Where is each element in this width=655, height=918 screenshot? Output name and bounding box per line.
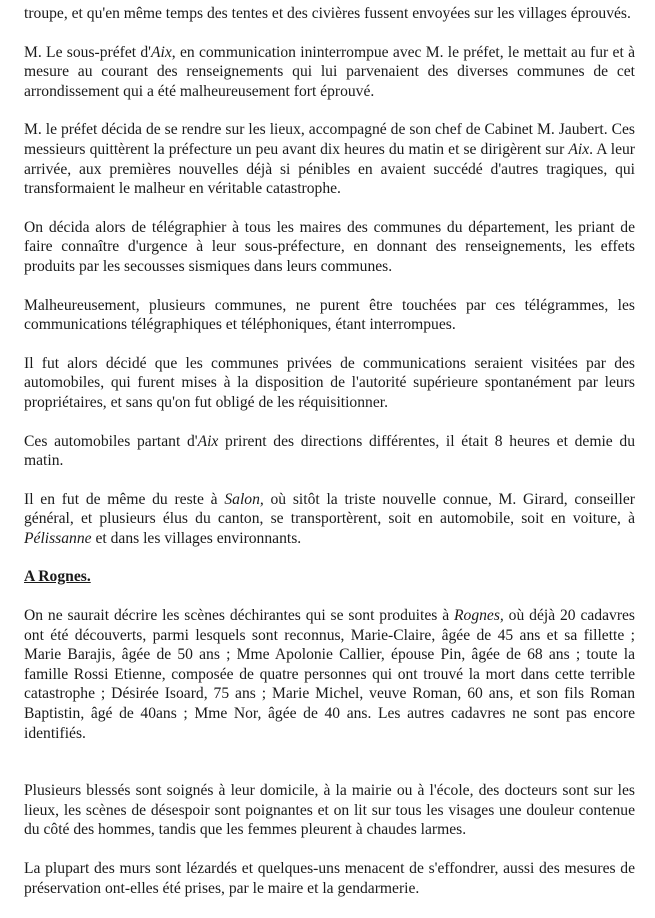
text-run: prirent des directions différentes, il était 8 heures et demie du matin.: [24, 432, 635, 470]
place-rognes: Rognes,: [454, 607, 504, 625]
paragraph-prefet: [24, 120, 635, 198]
section-heading-rognes: A Rognes.: [24, 568, 91, 586]
place-aix: Aix: [568, 140, 590, 158]
text-run: . A leur arrivée, aux premières nouvelles déjà si pénibles en avaient succédé d'autres tragiques, qui transformaient le malheur en véritable catastrophe.: [24, 140, 635, 198]
text-run: où sitôt la triste nouvelle connue, M. Girard, conseiller général, et plusieurs élus du canton, se transportèrent, soit en automobile, soit en voiture, à: [24, 490, 636, 528]
text-run: M. Le sous-préfet d': [24, 43, 151, 61]
text-run: où déjà 20 cadavres ont été découverts, parmi lesquels sont reconnus, Marie-Claire, âgée de 45 ans et sa fillette ; Marie Barajis, âgée de 50 ans ; Mme Apolonie Callier, épouse Pin, âgée de 68 ans ; toute la famille Rossi Etienne, composée de quatre personnes qui ont trouvé la mort dans cette terrible catastrophe ; Désirée Isoard, 75 ans ; Marie Michel, veuve Roman, 60 ans, et son fils Roman Baptistin, âgé de 40ans ; Mme Nor, âgée de 40 ans. Les autres cadavres ne sont pas encore identifiés.: [24, 607, 636, 742]
paragraph-sous-prefet: [24, 43, 635, 102]
paragraph-blesses: Plusieurs blessés sont soignés à leur domicile, à la mairie ou à l'école, des docteurs sont sur les lieux, les scènes de désespoir sont poignantes et on lit sur tous les visages une douleur contenue du côté des hommes, tandis que les femmes pleurent à chaudes larmes.: [24, 782, 635, 839]
place-salon: Salon,: [224, 490, 264, 508]
paragraph-rognes: [24, 606, 635, 743]
paragraph-directions: [24, 432, 635, 471]
text-run: Ces automobiles partant d': [24, 432, 198, 450]
text-run: M. le préfet décida de se rendre sur les lieux, accompagné de son chef de Cabinet M. Jaubert. Ces messieurs quittèrent la préfecture un peu avant dix heures du matin et se dirigèrent sur: [24, 121, 635, 158]
paragraph-automobiles: Il fut alors décidé que les communes privées de communications seraient visitées par des automobiles, qui furent mises à la disposition de l'autorité supérieure spontanément par leurs propriétaires, et sans qu'on fut obligé de les réquisitionner.: [24, 354, 635, 411]
paragraph-murs: La plupart des murs sont lézardés et quelques-uns menacent de s'effondrer, aussi des mesures de préservation ont-elles été prises, par le maire et la gendarmerie.: [24, 860, 635, 897]
paragraph-salon: [24, 490, 635, 549]
place-pelissanne: Pélissanne: [24, 529, 92, 547]
place-aix: Aix: [150, 43, 172, 61]
place-aix: Aix: [197, 432, 219, 450]
paragraph-malheureusement: Malheureusement, plusieurs communes, ne purent être touchées par ces télégrammes, les communications télégraphiques et téléphoniques, étant interrompues.: [24, 296, 635, 334]
text-run: et dans les villages environnants.: [91, 529, 302, 547]
text-run: Il en fut de même du reste à: [24, 490, 225, 508]
paragraph-troupe: troupe, et qu'en même temps des tentes et des civières fussent envoyées sur les villages éprouvés.: [24, 5, 631, 22]
paragraph-telegraphier: On décida alors de télégraphier à tous les maires des communes du département, les priant de faire connaître d'urgence à leur sous-préfecture, en donnant des renseignements, les effets produits par les secousses sismiques dans leurs communes.: [24, 218, 635, 275]
text-run: , en communication ininterrompue avec M. le préfet, le mettait au fur et à mesure au courant des renseignements qui lui parvenaient des diverses communes de cet arrondissement qui a été malheureusement fort éprouvé.: [24, 43, 635, 100]
text-run: On ne saurait décrire les scènes déchirantes qui se sont produites à: [24, 607, 454, 625]
